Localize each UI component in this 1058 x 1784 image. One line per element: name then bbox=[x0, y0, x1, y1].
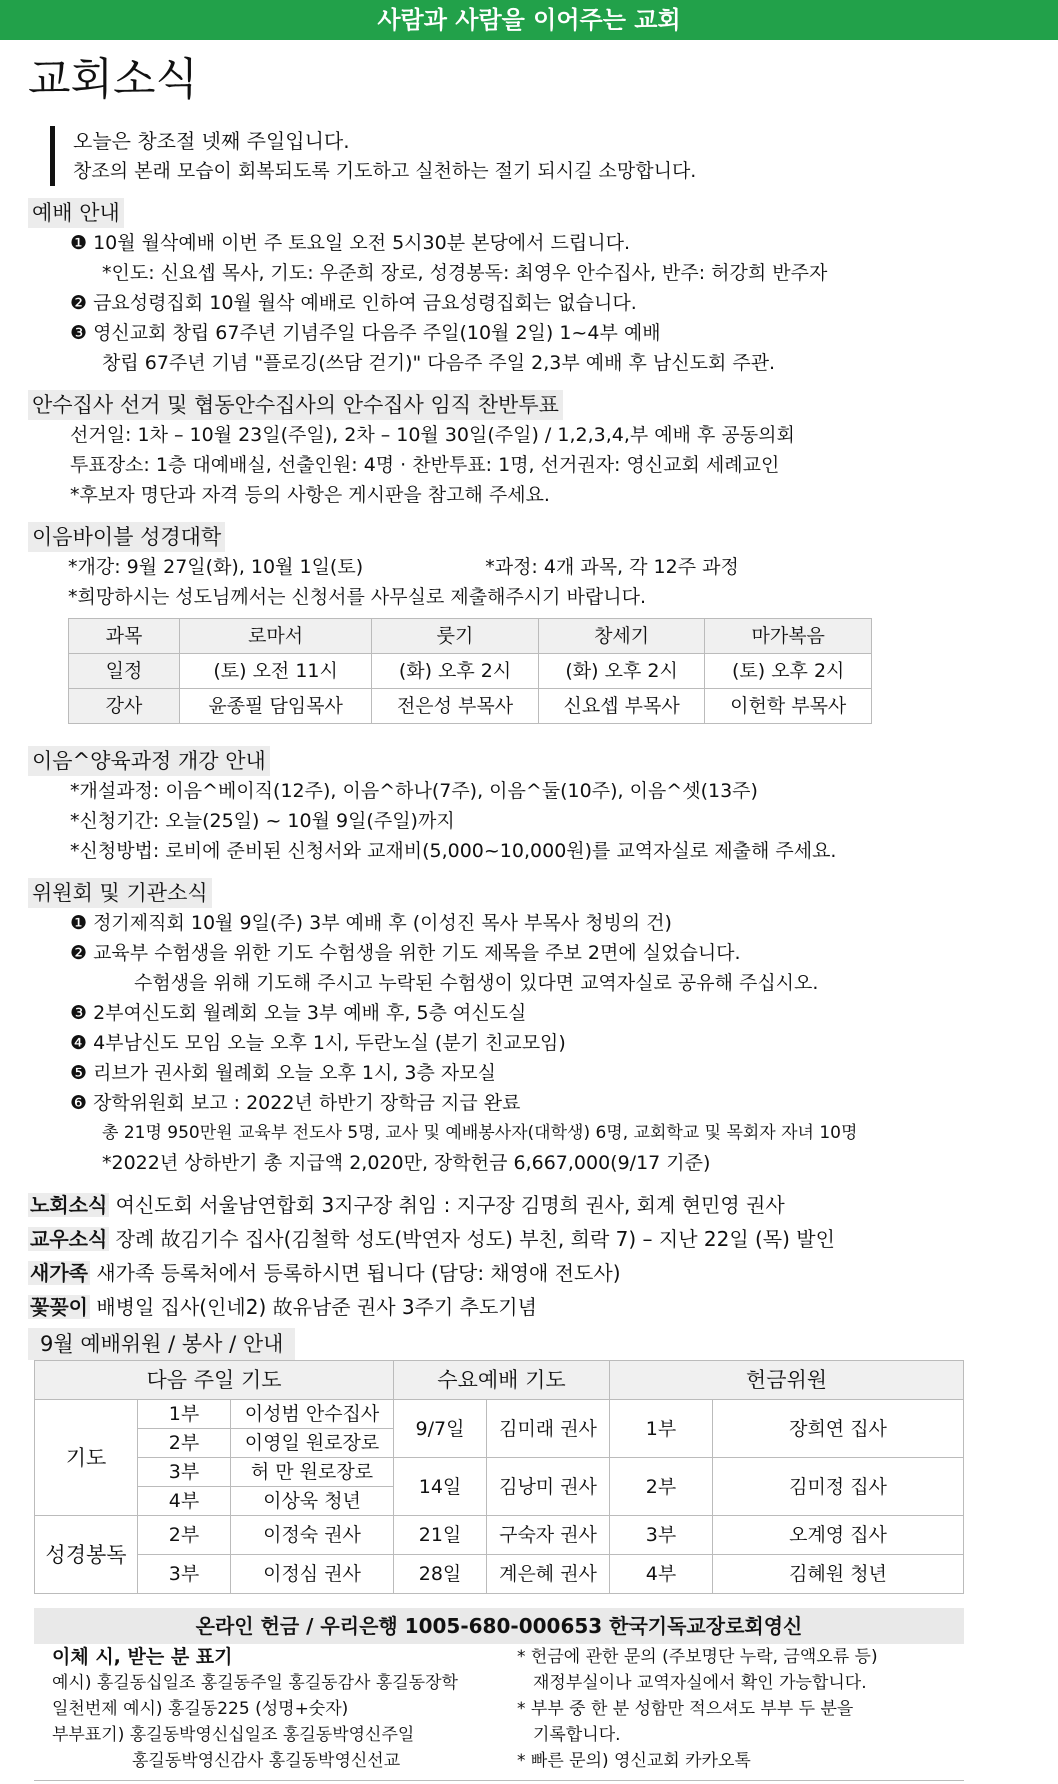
table-row bbox=[35, 1458, 964, 1487]
news-block bbox=[28, 1188, 1028, 1324]
table-cell: 1부 bbox=[138, 1400, 231, 1429]
news-text: 장례 故김기수 집사(김철학 성도(박연자 성도) 부친, 희락 7) – 지난 22일 (목) 발인 bbox=[115, 1227, 835, 1251]
table-cell: 과목 bbox=[69, 619, 180, 654]
transfer-heading: 이체 시, 받는 분 표기 bbox=[52, 1646, 233, 1668]
table-cell: 윤종필 담임목사 bbox=[180, 689, 372, 724]
news-tag: 노회소식 bbox=[30, 1193, 108, 1217]
table-header: 수요예배 기도 bbox=[394, 1361, 610, 1400]
note-line: * 빠른 문의) 영신교회 카카오톡 bbox=[517, 1751, 751, 1771]
table-cell: 3부 bbox=[610, 1516, 713, 1555]
transfer-info bbox=[34, 1644, 499, 1774]
table-cell: 전은성 부목사 bbox=[372, 689, 539, 724]
table-row bbox=[35, 1555, 964, 1594]
table-header: 헌금위원 bbox=[610, 1361, 964, 1400]
committee-body bbox=[28, 908, 1028, 1178]
note-line: * 부부 중 한 분 성함만 적으셔도 부부 두 분을 bbox=[517, 1699, 854, 1719]
table-cell: 2부 bbox=[610, 1458, 713, 1516]
table-cell: 구숙자 권사 bbox=[487, 1516, 610, 1555]
table-cell: (화) 오후 2시 bbox=[538, 654, 705, 689]
offering-notes bbox=[499, 1644, 964, 1774]
bulletin-content bbox=[28, 126, 1028, 1781]
table-cell: 마가복음 bbox=[705, 619, 872, 654]
table-cell: 김미정 집사 bbox=[713, 1458, 964, 1516]
news-line bbox=[28, 1290, 1028, 1324]
intro-line-1: 오늘은 창조절 넷째 주일입니다. bbox=[73, 129, 350, 153]
table-cell: 4부 bbox=[610, 1555, 713, 1594]
table-cell: 28일 bbox=[394, 1555, 487, 1594]
transfer-line: 홍길동박영신감사 홍길동박영신선교 bbox=[132, 1751, 401, 1771]
course-table bbox=[68, 618, 872, 724]
table-cell: 허 만 원로장로 bbox=[231, 1458, 394, 1487]
news-line bbox=[28, 1188, 1028, 1222]
table-cell: 2부 bbox=[138, 1429, 231, 1458]
note-line: * 헌금에 관한 문의 (주보명단 누락, 금액오류 등) bbox=[517, 1647, 878, 1667]
online-offering-banner: 온라인 헌금 / 우리은행 1005-680-000653 한국기독교장로회영신 bbox=[34, 1608, 964, 1644]
committee-line: 총 21명 950만원 교육부 전도사 5명, 교사 및 예배봉사자(대학생) 6명, 교회학교 및 목회자 자녀 10명 bbox=[102, 1123, 858, 1143]
table-cell: 김미래 권사 bbox=[487, 1400, 610, 1458]
committee-line: 수험생을 위해 기도해 주시고 누락된 수험생이 있다면 교역자실로 공유해 주십시오. bbox=[134, 972, 819, 994]
worship-body bbox=[28, 228, 1028, 378]
table-cell: 계은혜 권사 bbox=[487, 1555, 610, 1594]
transfer-line: 부부표기) 홍길동박영신십일조 홍길동박영신주일 bbox=[52, 1725, 415, 1745]
offering-info bbox=[34, 1644, 964, 1781]
nurture-line: *신청방법: 로비에 준비된 신청서와 교재비(5,000~10,000원)를 교역자실로 제출해 주세요. bbox=[70, 840, 837, 862]
table-cell: 1부 bbox=[610, 1400, 713, 1458]
news-text: 배병일 집사(인네2) 故유남준 권사 3주기 추도기념 bbox=[96, 1295, 537, 1319]
nurture-line: *개설과정: 이음^베이직(12주), 이음^하나(7주), 이음^둘(10주), 이음^셋(13주) bbox=[70, 780, 758, 802]
table-row bbox=[35, 1400, 964, 1429]
table-cell: 강사 bbox=[69, 689, 180, 724]
table-row bbox=[35, 1516, 964, 1555]
page-title: 교회소식 bbox=[28, 54, 199, 105]
table-cell: (토) 오후 2시 bbox=[705, 654, 872, 689]
table-cell: 이정숙 권사 bbox=[231, 1516, 394, 1555]
worship-line: ❶ 10월 월삭예배 이번 주 토요일 오전 5시30분 본당에서 드립니다. bbox=[70, 232, 631, 254]
bible-body bbox=[28, 552, 1028, 612]
table-cell: 신요셉 부목사 bbox=[538, 689, 705, 724]
transfer-line: 예시) 홍길동십일조 홍길동주일 홍길동감사 홍길동장학 bbox=[52, 1673, 458, 1693]
table-cell: 2부 bbox=[138, 1516, 231, 1555]
table-cell: (화) 오후 2시 bbox=[372, 654, 539, 689]
table-cell: 3부 bbox=[138, 1555, 231, 1594]
committee-line: ❶ 정기제직회 10월 9일(주) 3부 예배 후 (이성진 목사 부목사 청빙의 건) bbox=[70, 912, 672, 934]
transfer-line: 일천번제 예시) 홍길동225 (성명+숫자) bbox=[52, 1699, 349, 1719]
committee-heading: 위원회 및 기관소식 bbox=[28, 878, 212, 908]
bible-line-2: *희망하시는 성도님께서는 신청서를 사무실로 제출해주시기 바랍니다. bbox=[68, 586, 647, 608]
table-row bbox=[35, 1361, 964, 1400]
worship-line: ❸ 영신교회 창립 67주년 기념주일 다음주 주일(10월 2일) 1~4부 예배 bbox=[70, 322, 661, 344]
worship-line: *인도: 신요셉 목사, 기도: 우준희 장로, 성경봉독: 최영우 안수집사, 반주: 허강희 반주자 bbox=[102, 262, 828, 284]
table-cell: 이영일 원로장로 bbox=[231, 1429, 394, 1458]
nurture-line: *신청기간: 오늘(25일) ~ 10월 9일(주일)까지 bbox=[70, 810, 455, 832]
table-cell: 이헌학 부목사 bbox=[705, 689, 872, 724]
table-cell: 이성범 안수집사 bbox=[231, 1400, 394, 1429]
table-cell: 14일 bbox=[394, 1458, 487, 1516]
news-line bbox=[28, 1256, 1028, 1290]
worship-line: 창립 67주년 기념 "플로깅(쓰담 걷기)" 다음주 주일 2,3부 예배 후 남신도회 주관. bbox=[102, 352, 776, 374]
bible-course: *과정: 4개 과목, 각 12주 과정 bbox=[485, 556, 739, 578]
duty-heading: 9월 예배위원 / 봉사 / 안내 bbox=[28, 1328, 295, 1360]
election-line: 투표장소: 1층 대예배실, 선출인원: 4명 · 찬반투표: 1명, 선거권자: 영신교회 세례교인 bbox=[70, 454, 780, 476]
news-line bbox=[28, 1222, 1028, 1256]
table-cell: 일정 bbox=[69, 654, 180, 689]
table-cell: 9/7일 bbox=[394, 1400, 487, 1458]
committee-line: ❷ 교육부 수험생을 위한 기도 수험생을 위한 기도 제목을 주보 2면에 실었습니다. bbox=[70, 942, 741, 964]
table-cell: 로마서 bbox=[180, 619, 372, 654]
table-cell: 이정심 권사 bbox=[231, 1555, 394, 1594]
nurture-body bbox=[28, 776, 1028, 866]
election-body bbox=[28, 420, 1028, 510]
table-header: 다음 주일 기도 bbox=[35, 1361, 394, 1400]
table-cell: 오계영 집사 bbox=[713, 1516, 964, 1555]
bible-heading: 이음바이블 성경대학 bbox=[28, 522, 225, 552]
committee-line: ❻ 장학위원회 보고 : 2022년 하반기 장학금 지급 완료 bbox=[70, 1092, 521, 1114]
prayer-label: 기도 bbox=[35, 1400, 138, 1516]
table-cell: 룻기 bbox=[372, 619, 539, 654]
table-cell: 4부 bbox=[138, 1487, 231, 1516]
news-text: 새가족 등록처에서 등록하시면 됩니다 (담당: 채영애 전도사) bbox=[96, 1261, 621, 1285]
news-text: 여신도회 서울남연합회 3지구장 취임 : 지구장 김명희 권사, 회계 현민영 권사 bbox=[115, 1193, 785, 1217]
committee-line: ❹ 4부남신도 모임 오늘 오후 1시, 두란노실 (분기 친교모임) bbox=[70, 1032, 566, 1054]
election-line: 선거일: 1차 – 10월 23일(주일), 2차 – 10월 30일(주일) / 1,2,3,4,부 예배 후 공동의회 bbox=[70, 424, 795, 446]
table-cell: 김혜원 청년 bbox=[713, 1555, 964, 1594]
table-row bbox=[69, 619, 872, 654]
worship-heading: 예배 안내 bbox=[28, 198, 124, 228]
duty-table bbox=[34, 1360, 964, 1594]
committee-line: ❸ 2부여신도회 월례회 오늘 3부 예배 후, 5층 여신도실 bbox=[70, 1002, 527, 1024]
committee-line: *2022년 상하반기 총 지급액 2,020만, 장학헌금 6,667,000(9/17 기준) bbox=[102, 1152, 711, 1174]
bible-line-1 bbox=[68, 552, 1028, 582]
table-cell: 이상욱 청년 bbox=[231, 1487, 394, 1516]
table-cell: 창세기 bbox=[538, 619, 705, 654]
table-cell: 21일 bbox=[394, 1516, 487, 1555]
news-tag: 새가족 bbox=[30, 1261, 88, 1285]
bible-open: *개강: 9월 27일(화), 10월 1일(토) bbox=[68, 556, 364, 578]
intro-line-2: 창조의 본래 모습이 회복되도록 기도하고 실천하는 절기 되시길 소망합니다. bbox=[73, 160, 697, 182]
election-heading: 안수집사 선거 및 협동안수집사의 안수집사 임직 찬반투표 bbox=[28, 390, 563, 420]
committee-line: ❺ 리브가 권사회 월례회 오늘 오후 1시, 3층 자모실 bbox=[70, 1062, 496, 1084]
table-row bbox=[69, 654, 872, 689]
worship-line: ❷ 금요성령집회 10월 월삭 예배로 인하여 금요성령집회는 없습니다. bbox=[70, 292, 637, 314]
note-line: 재정부실이나 교역자실에서 확인 가능합니다. bbox=[533, 1673, 867, 1693]
table-cell: 3부 bbox=[138, 1458, 231, 1487]
table-row bbox=[69, 689, 872, 724]
note-line: 기록합니다. bbox=[533, 1725, 621, 1745]
election-line: *후보자 명단과 자격 등의 사항은 게시판을 참고해 주세요. bbox=[70, 484, 550, 506]
intro-block bbox=[50, 126, 1028, 186]
reading-label: 성경봉독 bbox=[35, 1516, 138, 1594]
news-tag: 꽃꽂이 bbox=[30, 1295, 88, 1319]
table-cell: 장희연 집사 bbox=[713, 1400, 964, 1458]
table-cell: (토) 오전 11시 bbox=[180, 654, 372, 689]
nurture-heading: 이음^양육과정 개강 안내 bbox=[28, 746, 270, 776]
table-cell: 김낭미 권사 bbox=[487, 1458, 610, 1516]
top-banner: 사람과 사람을 이어주는 교회 bbox=[0, 0, 1058, 40]
news-tag: 교우소식 bbox=[30, 1227, 108, 1251]
